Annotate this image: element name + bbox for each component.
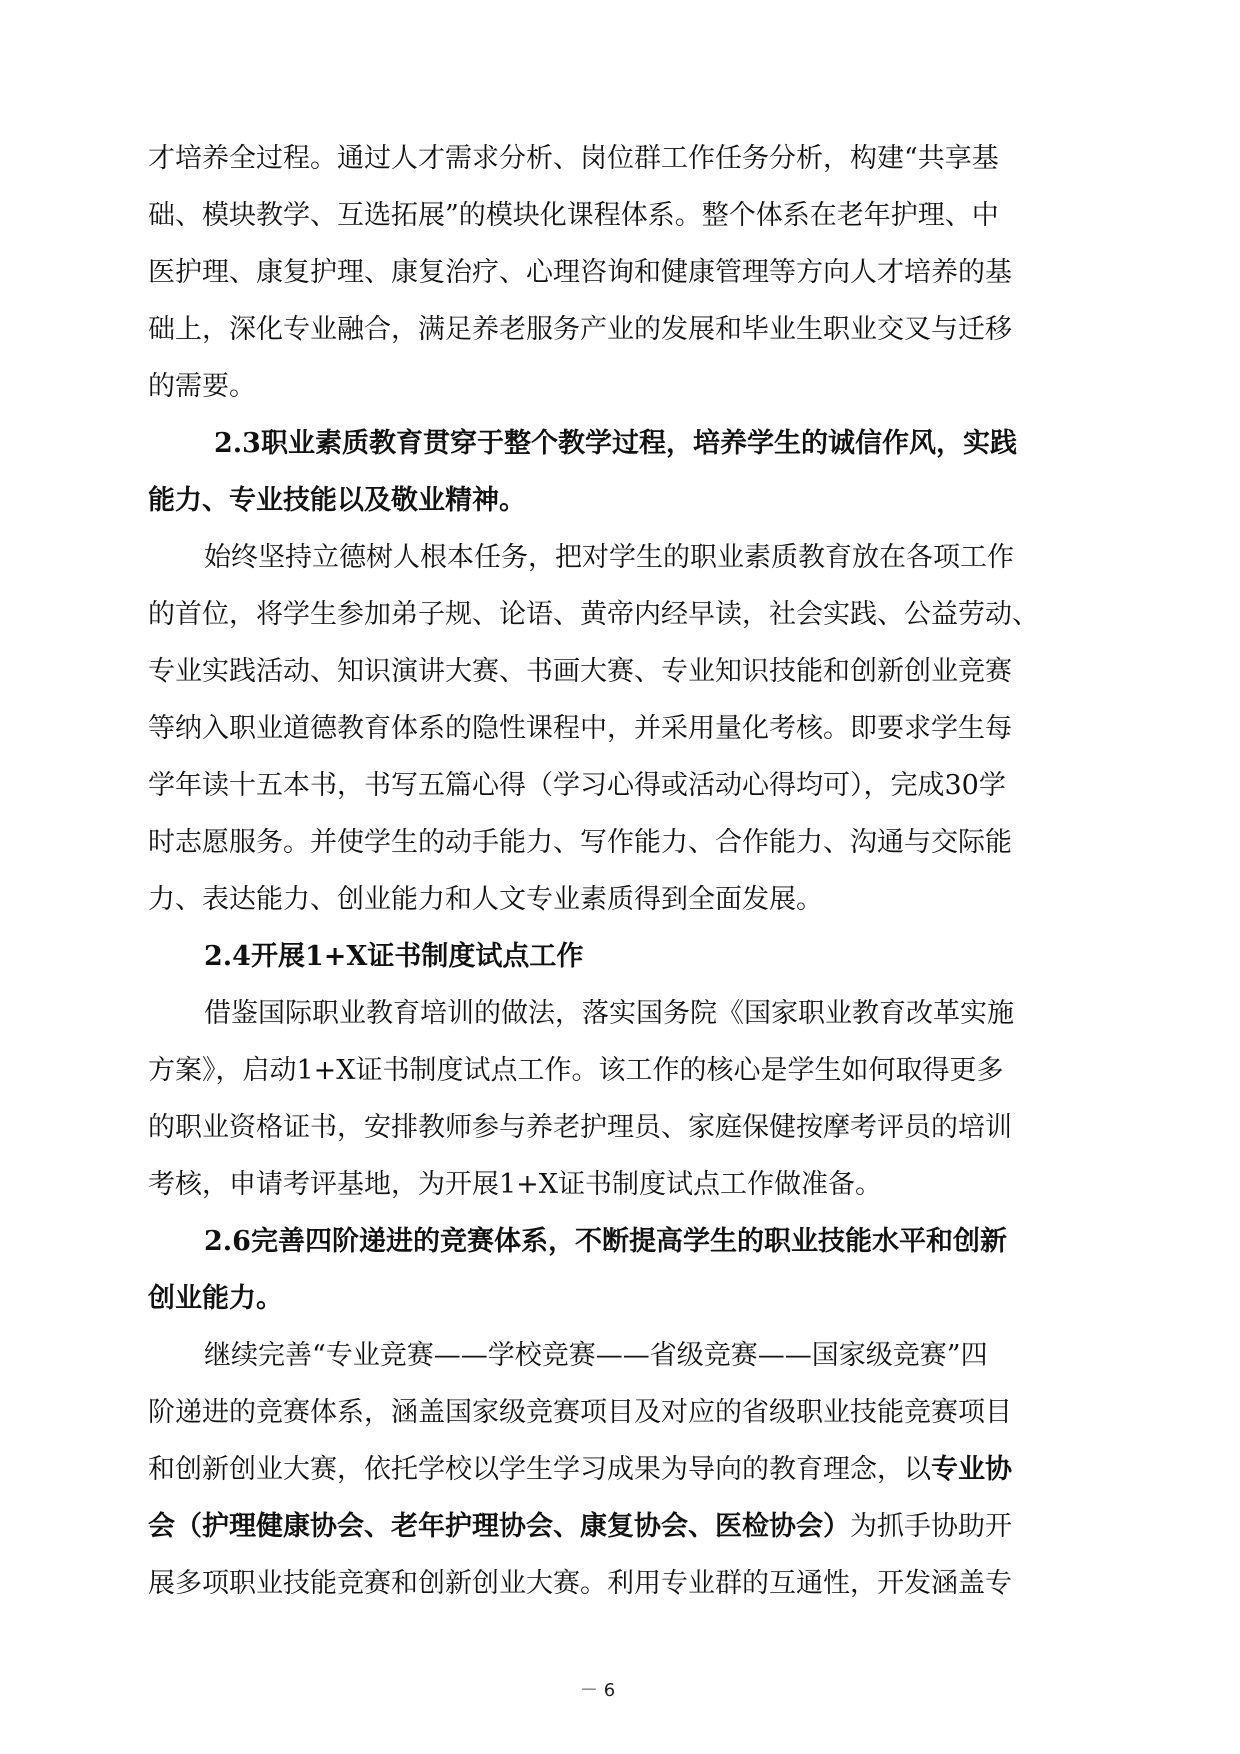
text-line: 学年读十五本书，书写五篇心得（学习心得或活动心得均可），完成30学	[148, 770, 1006, 801]
heading-2-4	[148, 928, 1098, 985]
page-number: － 6	[580, 1680, 616, 1701]
text-line: 的需要。	[148, 371, 256, 402]
text-line: 医护理、康复护理、康复治疗、心理咨询和健康管理等方向人才培养的基	[148, 257, 1012, 288]
text-line: 的首位，将学生参加弟子规、论语、黄帝内经早读，社会实践、公益劳动、	[148, 599, 1039, 630]
heading-2-3	[148, 415, 1098, 529]
paragraph-professional-quality	[148, 529, 1098, 928]
text-line	[148, 1498, 1098, 1555]
heading-line: 创业能力。	[148, 1283, 283, 1314]
heading-line: 能力、专业技能以及敬业精神。	[148, 485, 526, 516]
text-line: 借鉴国际职业教育培训的做法，落实国务院《国家职业教育改革实施	[204, 998, 1014, 1029]
text-segment: 和创新创业大赛，依托学校以学生学习成果为导向的教育理念，以	[148, 1454, 931, 1485]
text-line: 考核，申请考评基地，为开展1+X证书制度试点工作做准备。	[148, 1169, 883, 1200]
text-line: 力、表达能力、创业能力和人文专业素质得到全面发展。	[148, 884, 823, 915]
text-line: 才培养全过程。通过人才需求分析、岗位群工作任务分析，构建“共享基	[148, 143, 999, 174]
text-line: 继续完善“专业竞赛——学校竞赛——省级竞赛——国家级竞赛”四	[204, 1340, 988, 1371]
heading-line: 2.3职业素质教育贯穿于整个教学过程，培养学生的诚信作风，实践	[214, 428, 1017, 459]
paragraph-curriculum-system	[148, 130, 1098, 415]
paragraph-competition-system	[148, 1327, 1098, 1612]
text-line	[148, 1441, 1098, 1498]
text-line: 展多项职业技能竞赛和创新创业大赛。利用专业群的互通性，开发涵盖专	[148, 1568, 1012, 1599]
text-line: 方案》，启动1+X证书制度试点工作。该工作的核心是学生如何取得更多	[148, 1055, 1004, 1086]
text-line: 阶递进的竞赛体系，涵盖国家级竞赛项目及对应的省级职业技能竞赛项目	[148, 1397, 1012, 1428]
text-line: 等纳入职业道德教育体系的隐性课程中，并采用量化考核。即要求学生每	[148, 713, 1012, 744]
text-line: 础上，深化专业融合，满足养老服务产业的发展和毕业生职业交叉与迁移	[148, 314, 1012, 345]
paragraph-certificate-pilot	[148, 985, 1098, 1213]
heading-2-6	[148, 1213, 1098, 1327]
text-line: 专业实践活动、知识演讲大赛、书画大赛、专业知识技能和创新创业竞赛	[148, 656, 1012, 687]
heading-line: 2.4开展1+X证书制度试点工作	[204, 941, 584, 972]
document-body	[148, 130, 1098, 1612]
text-line: 的职业资格证书，安排教师参与养老护理员、家庭保健按摩考评员的培训	[148, 1112, 1012, 1143]
heading-line: 2.6完善四阶递进的竞赛体系，不断提高学生的职业技能水平和创新	[204, 1226, 1007, 1257]
bold-segment: 专业协	[931, 1454, 1012, 1485]
text-line: 时志愿服务。并使学生的动手能力、写作能力、合作能力、沟通与交际能	[148, 827, 1012, 858]
bold-segment: 会（护理健康协会、老年护理协会、康复协会、医检协会）	[148, 1511, 850, 1542]
text-segment: 为抓手协助开	[850, 1511, 1012, 1542]
text-line: 始终坚持立德树人根本任务，把对学生的职业素质教育放在各项工作	[204, 542, 1014, 573]
text-line: 础、模块教学、互选拓展”的模块化课程体系。整个体系在老年护理、中	[148, 200, 999, 231]
